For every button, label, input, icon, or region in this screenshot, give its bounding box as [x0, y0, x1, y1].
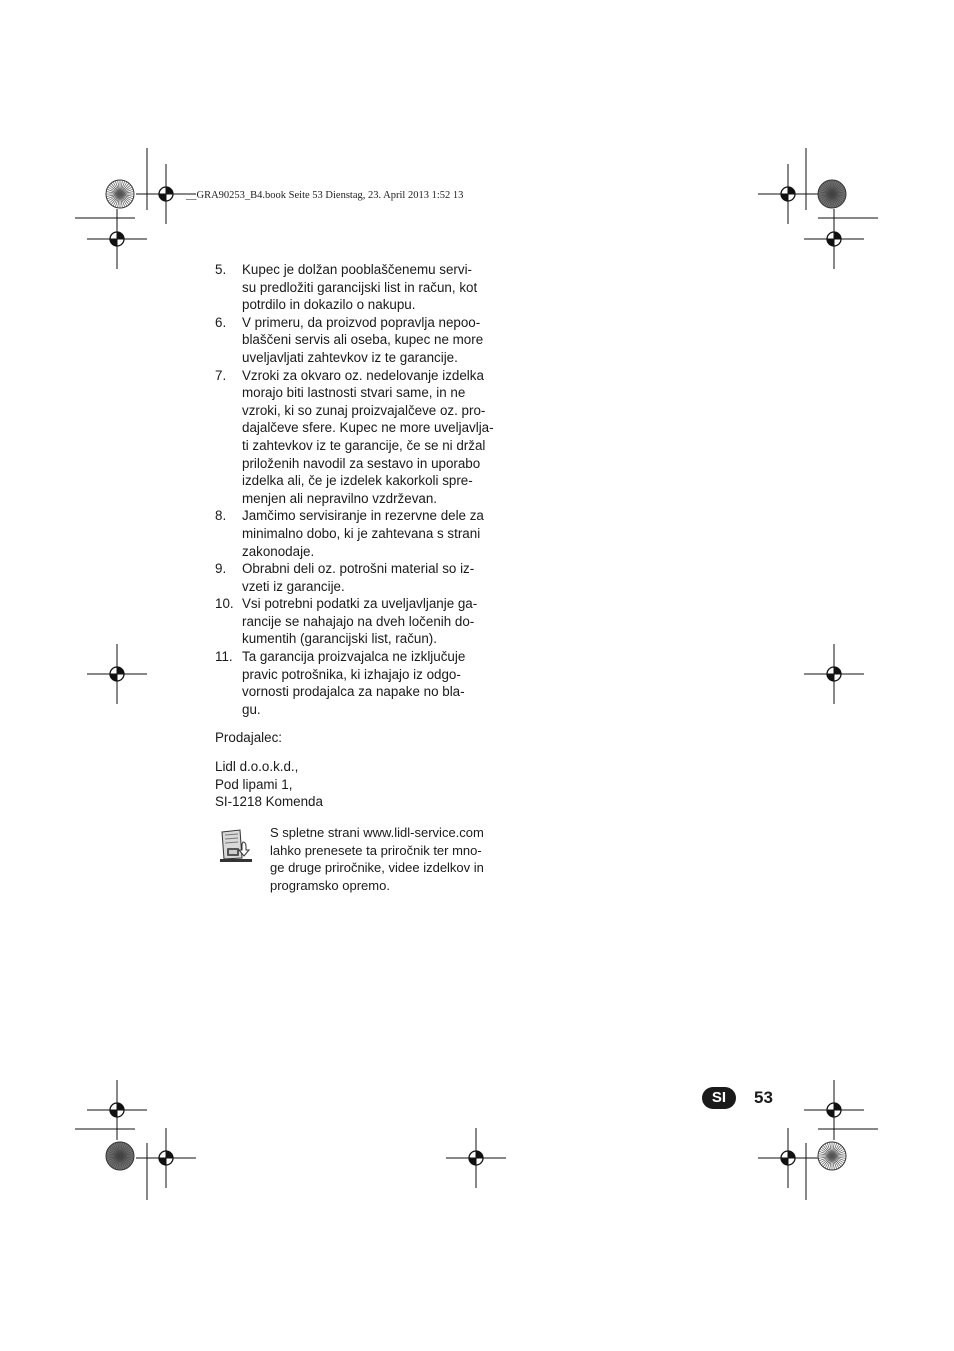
list-item [215, 507, 495, 560]
list-item-line: ti zahtevkov iz te garancije, če se ni držal [242, 437, 486, 453]
warranty-text [215, 261, 495, 811]
list-item [215, 314, 495, 367]
list-item-line: Obrabni deli oz. potrošni material so iz- [242, 561, 475, 577]
list-item-line: minimalno dobo, ki je zahtevana s strani [242, 525, 481, 541]
list-item-line: vzroki, ki so zunaj proizvajalčeve oz. pro- [242, 402, 486, 418]
list-item-line: uveljavljati zahtevkov iz te garancije. [242, 349, 458, 365]
warranty-list [215, 261, 495, 718]
list-item-line: Jamčimo servisiranje in rezervne dele za [242, 508, 484, 524]
note-line: programsko opremo. [270, 877, 390, 893]
list-item-line: vzeti iz garancije. [242, 578, 345, 594]
list-item-line: kumentih (garancijski list, račun). [242, 631, 437, 647]
note-line: S spletne strani www.lidl-service.com [270, 825, 484, 840]
note-line: lahko prenesete ta priročnik ter mno- [270, 842, 482, 858]
list-item-line: izdelka ali, če je izdelek kakorkoli spre- [242, 473, 473, 489]
seller-label [215, 729, 495, 747]
list-item-line: priloženih navodil za sestavo in uporabo [242, 455, 481, 471]
list-item-line: gu. [242, 701, 261, 717]
page-number: 53 [754, 1088, 773, 1107]
list-item [215, 648, 495, 718]
address-line: Pod lipami 1, [215, 776, 293, 792]
list-item-number: 6. [215, 314, 227, 330]
list-item [215, 261, 495, 314]
list-item [215, 595, 495, 648]
list-item-line: su predložiti garancijski list in račun, kot [242, 279, 478, 295]
manual-download-icon [218, 828, 254, 869]
list-item-number: 8. [215, 508, 227, 524]
list-item-line: dajalčeve sfere. Kupec ne more uveljavlja- [242, 420, 494, 436]
list-item-number: 11. [215, 649, 233, 665]
list-item-line: vornosti prodajalca za napake no bla- [242, 684, 465, 700]
list-item-line: rancije se nahajajo na dveh ločenih do- [242, 613, 475, 629]
seller-label-text: Prodajalec: [215, 730, 282, 746]
seller-address [215, 758, 495, 811]
language-badge: SI [702, 1087, 736, 1109]
list-item-line: Ta garancija proizvajalca ne izključuje [242, 649, 466, 665]
list-item-line: morajo biti lastnosti stvari same, in ne [242, 385, 466, 401]
list-item-number: 5. [215, 262, 227, 277]
list-item-number: 9. [215, 561, 227, 577]
list-item-line: Vsi potrebni podatki za uveljavljanje ga- [242, 596, 478, 612]
list-item-line: blaščeni servis ali oseba, kupec ne more [242, 332, 484, 348]
list-item [215, 367, 495, 508]
print-header: __GRA90253_B4.book Seite 53 Dienstag, 23. April 2013 1:52 13 [186, 190, 464, 201]
list-item-line: menjen ali nepravilno vzdrževan. [242, 490, 438, 506]
address-line: Lidl d.o.o.k.d., [215, 759, 299, 775]
address-line: SI-1218 Komenda [215, 794, 323, 810]
download-note [270, 824, 500, 894]
list-item [215, 560, 495, 595]
list-item-line: V primeru, da proizvod popravlja nepoo- [242, 314, 481, 330]
list-item-line: potrdilo in dokazilo o nakupu. [242, 297, 416, 313]
list-item-line: pravic potrošnika, ki izhajajo iz odgo- [242, 666, 461, 682]
list-item-line: Vzroki za okvaro oz. nedelovanje izdelka [242, 367, 484, 383]
list-item-number: 10. [215, 596, 234, 612]
list-item-line: zakonodaje. [242, 543, 315, 559]
note-line: ge druge priročnike, videe izdelkov in [270, 860, 484, 876]
list-item-number: 7. [215, 367, 227, 383]
list-item-line: Kupec je dolžan pooblaščenemu servi- [242, 262, 473, 277]
